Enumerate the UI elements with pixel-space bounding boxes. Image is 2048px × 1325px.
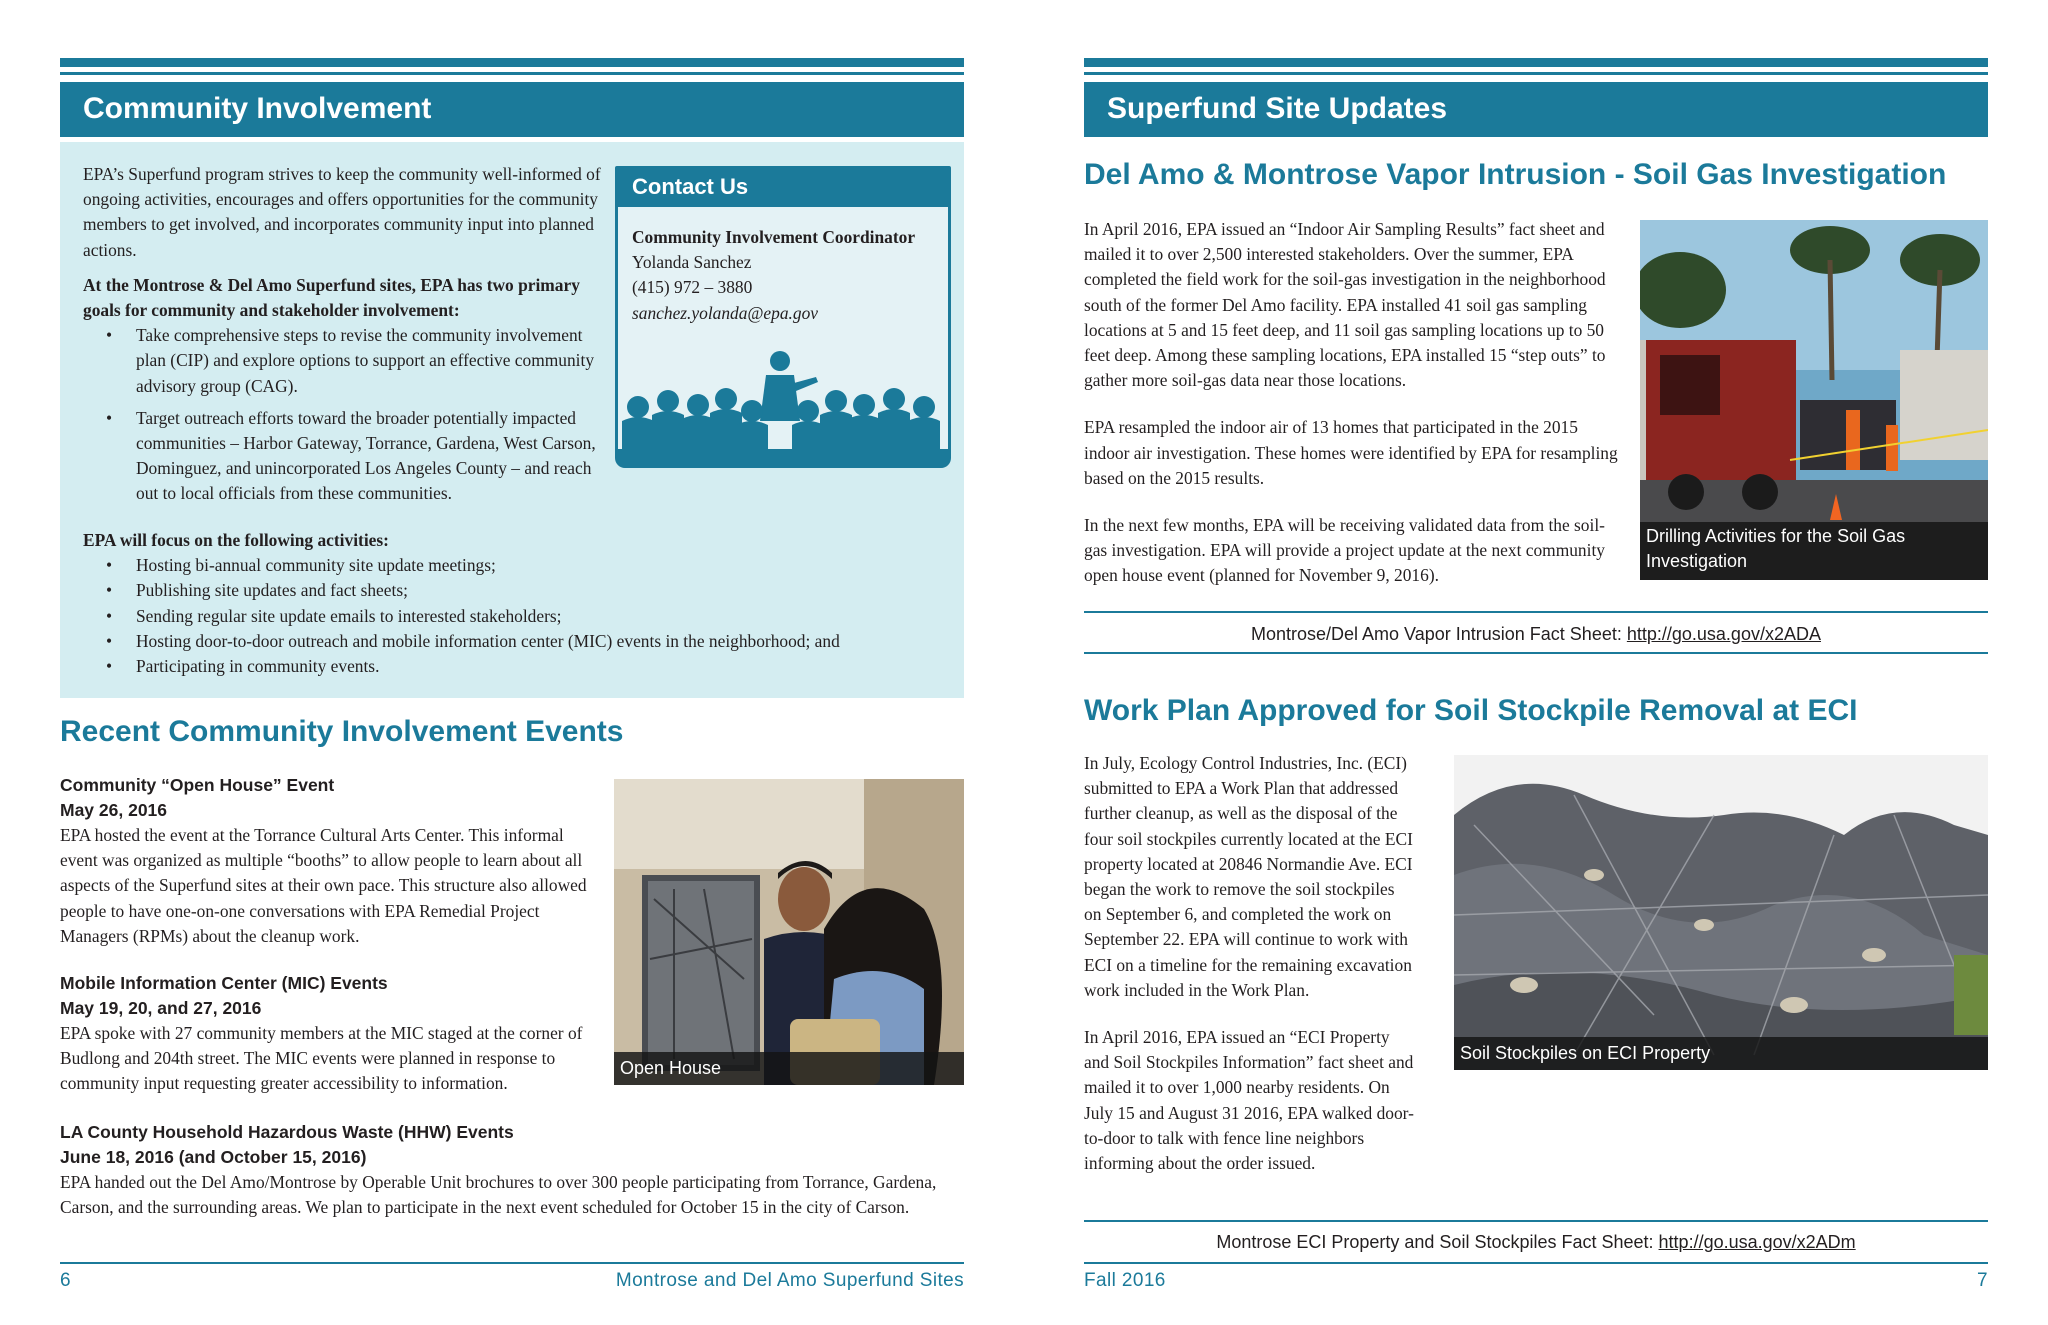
event-date: May 19, 20, and 27, 2016 (60, 998, 262, 1018)
vapor-paragraph: EPA resampled the indoor air of 13 homes that participated in the 2015 indoor air investigation. These homes were identified by EPA for resampling based on the 2015 results. (1084, 417, 1618, 488)
open-house-photo (614, 779, 964, 1085)
right-top-rule (1084, 58, 1988, 67)
event-date: May 26, 2016 (60, 800, 168, 820)
activity-item: • Sending regular site update emails to interested stakeholders; (83, 604, 943, 629)
event-title: LA County Household Hazardous Waste (HHW) Events (60, 1122, 514, 1142)
drilling-photo (1640, 220, 1988, 580)
vapor-intrusion-body (1084, 217, 1624, 599)
vapor-paragraph: In the next few months, EPA will be receiving validated data from the soil-gas investigation. EPA will provide a project update at the next community open house event (planned for November 9, 2016). (1084, 515, 1605, 586)
left-footer-rule (60, 1262, 964, 1264)
activity-item: • Hosting bi-annual community site update meetings; (83, 553, 943, 578)
right-footer-rule (1084, 1262, 1988, 1264)
event-hhw (60, 1120, 964, 1220)
activities-heading: EPA will focus on the following activities: (83, 530, 389, 550)
activities-column (83, 528, 943, 679)
community-involvement-header: Community Involvement (60, 82, 964, 137)
event-text: EPA spoke with 27 community members at the MIC staged at the corner of Budlong and 204th street. The MIC events were planned in response to community input requesting greater accessibility to information. (60, 1023, 583, 1094)
drilling-caption: Drilling Activities for the Soil Gas Investigation (1640, 522, 1988, 580)
left-page-number: 6 (60, 1270, 71, 1291)
vapor-intrusion-title: Del Amo & Montrose Vapor Intrusion - Soil Gas Investigation (1084, 158, 1947, 191)
left-top-rule (60, 58, 964, 67)
fact-sheet-rule-bottom (1084, 652, 1988, 654)
left-top-thin-rule (60, 72, 964, 75)
contact-phone: (415) 972 – 3880 (632, 277, 753, 298)
stockpile-image (1454, 755, 1988, 1070)
activities-list (83, 553, 943, 679)
contact-role: Community Involvement Coordinator (632, 227, 916, 247)
eci-fact-sheet-rule (1084, 1220, 1988, 1222)
right-page-number: 7 (1977, 1270, 1988, 1291)
event-text: EPA handed out the Del Amo/Montrose by Operable Unit brochures to over 300 people participating from Torrance, Gardena, Carson, and the surrounding areas. We plan to participate in the next event scheduled for October 15 in the city of Carson. (60, 1172, 937, 1218)
event-text: EPA hosted the event at the Torrance Cultural Arts Center. This informal event was organized as multiple “booths” to allow people to learn about all aspects of the Superfund sites at their own pace. This structure also allowed people to have one-on-one conversations with EPA Remedial Project Managers (RPMs) about the cleanup work. (60, 825, 587, 946)
work-plan-paragraph: In July, Ecology Control Industries, Inc. (ECI) submitted to EPA a Work Plan that addressed further cleanup, as well as the disposal of the four soil stockpiles currently located at the ECI property located at 20846 Normandie Ave. ECI began the work to remove the soil stockpiles on September 6, and completed the work on September 22. EPA will continue to work with ECI on a timeline for the remaining excavation work included in the Work Plan. (1084, 753, 1413, 1000)
fact-sheet-label: Montrose/Del Amo Vapor Intrusion Fact Sheet: (1251, 624, 1627, 644)
intro-paragraph: EPA’s Superfund program strives to keep the community well-informed of ongoing activities, encourages and offers opportunities for the community members to get involved, and incorporates community input into planned actions. (83, 164, 601, 260)
vapor-fact-sheet-line (1084, 624, 1988, 645)
contact-details (618, 207, 948, 326)
event-title: Community “Open House” Event (60, 775, 335, 795)
right-top-thin-rule (1084, 72, 1988, 75)
intro-column (83, 162, 603, 514)
vapor-paragraph: In April 2016, EPA issued an “Indoor Air Sampling Results” fact sheet and mailed it to over 2,500 interested stakeholders. Over the summer, EPA completed the field work for the soil-gas investigation in the neighborhood south of the former Del Amo facility. EPA installed 41 soil gas sampling locations at 5 and 15 feet deep, and 11 soil gas sampling locations up to 50 feet deep. Among these sampling locations, EPA installed 15 “step outs” to gather more soil-gas data near those locations. (1084, 219, 1606, 391)
contact-us-box (615, 166, 951, 468)
goals-heading: At the Montrose & Del Amo Superfund sites, EPA has two primary goals for community and stakeholder involvement: (83, 274, 580, 321)
activity-item: • Hosting door-to-door outreach and mobile information center (MIC) events in the neighborhood; and (83, 629, 943, 654)
open-house-image (614, 779, 964, 1085)
event-open-house (60, 773, 600, 949)
stockpile-caption: Soil Stockpiles on ECI Property (1454, 1037, 1988, 1070)
eci-fact-sheet-line (1084, 1232, 1988, 1253)
stockpile-photo (1454, 755, 1988, 1070)
eci-fact-sheet-link[interactable]: http://go.usa.gov/x2ADm (1658, 1232, 1856, 1252)
goal-item: • Take comprehensive steps to revise the community involvement plan (CIP) and explore options to support an effective community advisory group (CAG). (83, 323, 603, 399)
left-footer-title: Montrose and Del Amo Superfund Sites (615, 1270, 964, 1291)
event-date: June 18, 2016 (and October 15, 2016) (60, 1147, 367, 1167)
goals-list (83, 323, 603, 506)
activity-item: • Publishing site updates and fact sheets; (83, 578, 943, 603)
contact-name: Yolanda Sanchez (632, 252, 752, 273)
work-plan-paragraph: In April 2016, EPA issued an “ECI Property and Soil Stockpiles Information” fact sheet and mailed it to over 1,000 nearby residents. On July 15 and August 31 2016, EPA walked door-to-door to talk with fence line neighbors informing about the order issued. (1084, 1027, 1414, 1174)
right-footer-season: Fall 2016 (1084, 1270, 1166, 1291)
audience-speaker-icon (618, 349, 948, 465)
contact-us-title: Contact Us (618, 169, 948, 207)
fact-sheet-label: Montrose ECI Property and Soil Stockpiles Fact Sheet: (1216, 1232, 1659, 1252)
work-plan-body (1084, 751, 1414, 1186)
event-title: Mobile Information Center (MIC) Events (60, 973, 388, 993)
open-house-caption: Open House (614, 1052, 964, 1085)
activity-item: • Participating in community events. (83, 654, 943, 679)
superfund-updates-header: Superfund Site Updates (1084, 82, 1988, 137)
contact-email[interactable]: sanchez.yolanda@epa.gov (632, 302, 818, 323)
work-plan-title: Work Plan Approved for Soil Stockpile Removal at ECI (1084, 694, 1858, 727)
goal-item: • Target outreach efforts toward the broader potentially impacted communities – Harbor Gateway, Torrance, Gardena, West Carson, Dominguez, and unincorporated Los Angeles County – and reach out to local officials from these communities. (83, 406, 603, 507)
recent-events-heading: Recent Community Involvement Events (60, 715, 624, 748)
fact-sheet-rule-top (1084, 611, 1988, 613)
event-mic (60, 971, 600, 1097)
vapor-fact-sheet-link[interactable]: http://go.usa.gov/x2ADA (1626, 624, 1821, 644)
